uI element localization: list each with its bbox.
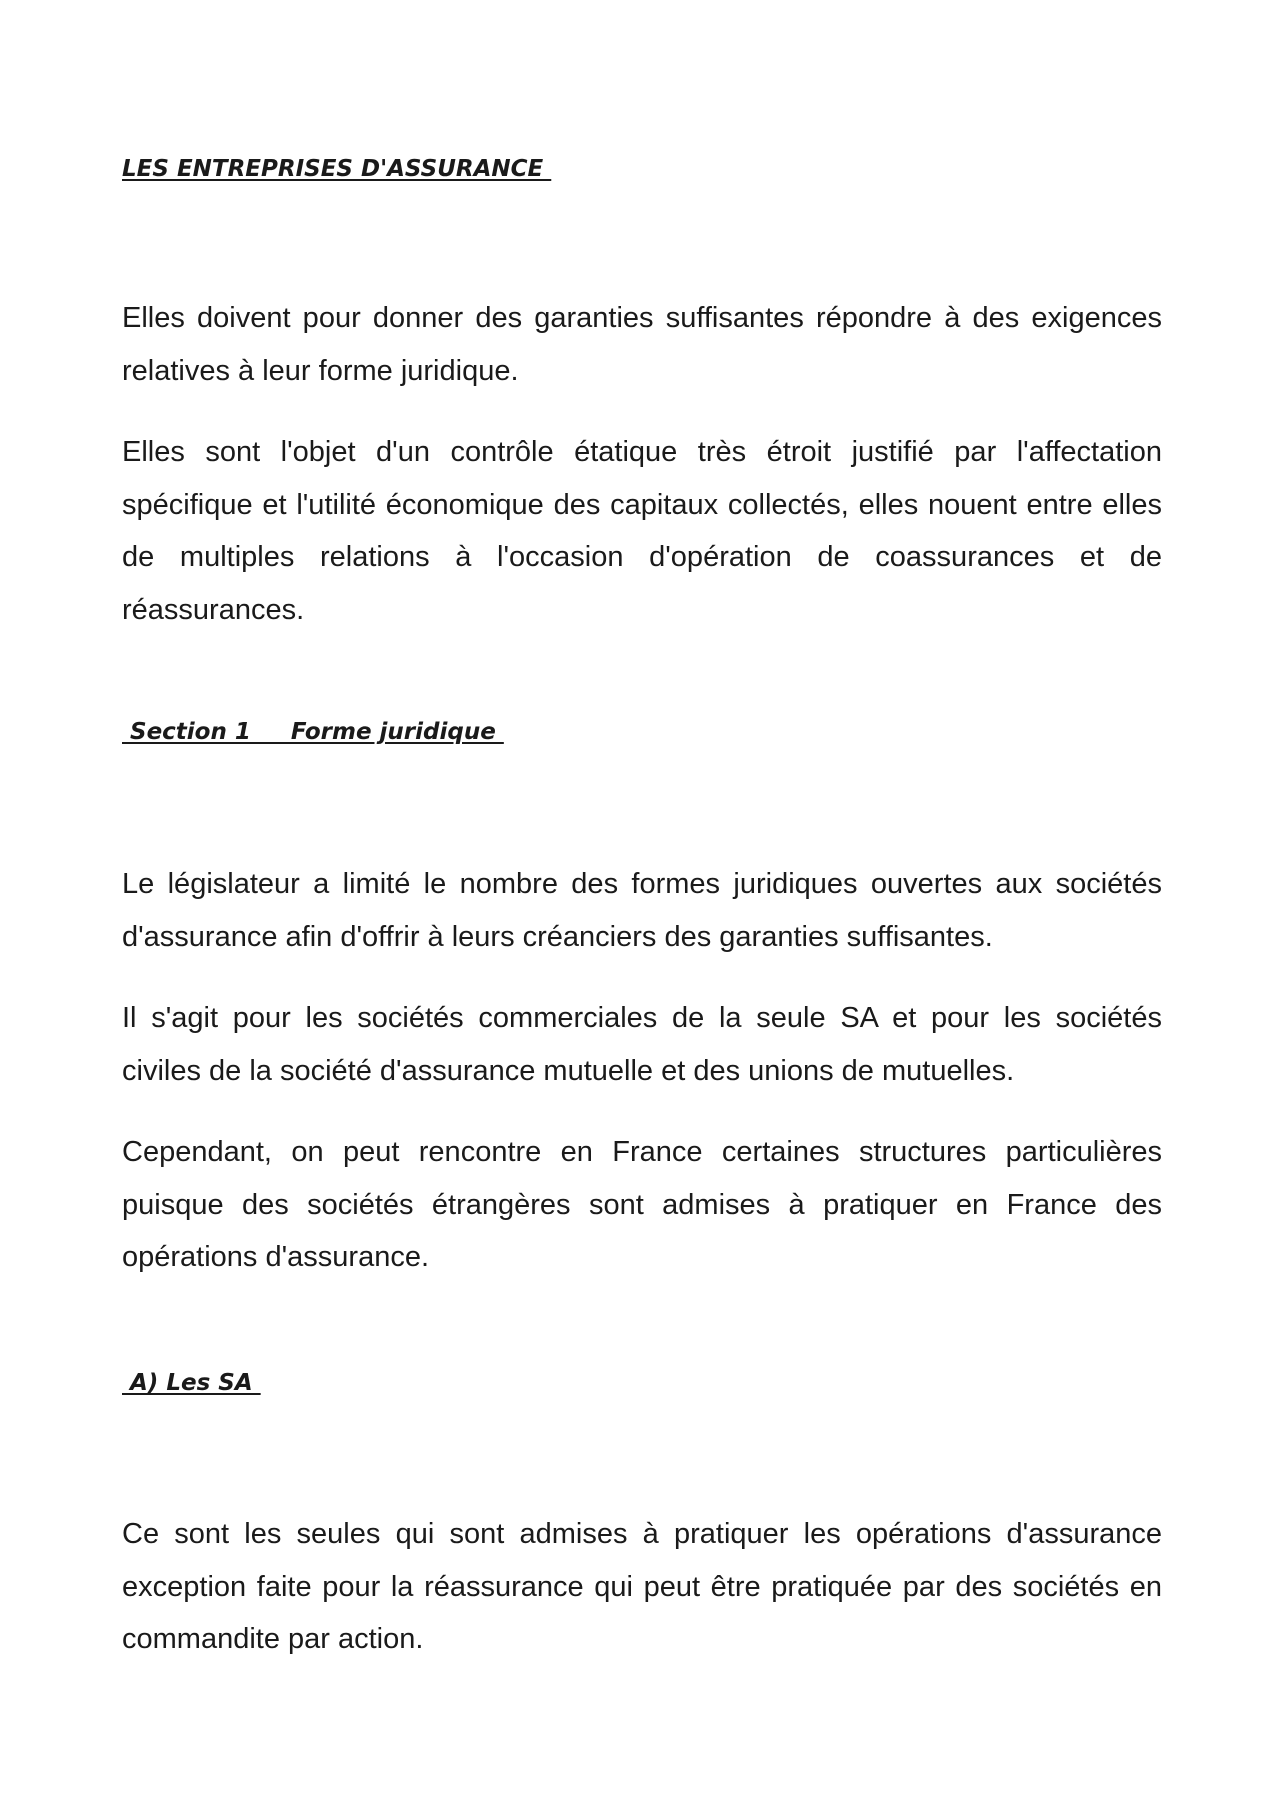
section-1-paragraph-3: Cependant, on peut rencontre en France certaines structures particulières puisque des sociétés étrangères sont admises à pratiquer en France des opérations d'assurance. [122, 1136, 1162, 1273]
subsection-a-paragraph-1: Ce sont les seules qui sont admises à pratiquer les opérations d'assurance exception faite pour la réassurance qui peut être pratiquée par des sociétés en commandite par action. [122, 1518, 1162, 1655]
intro-paragraph-1: Elles doivent pour donner des garanties suffisantes répondre à des exigences relatives à leur forme juridique. [122, 302, 1162, 387]
section-1-paragraph-1: Le législateur a limité le nombre des formes juridiques ouvertes aux sociétés d'assurance afin d'offrir à leurs créanciers des garanties suffisantes. [122, 868, 1162, 953]
subsection-a-heading: A) Les SA [122, 1370, 261, 1396]
document-title: LES ENTREPRISES D'ASSURANCE [122, 156, 552, 182]
intro-paragraph-2: Elles sont l'objet d'un contrôle étatique très étroit justifié par l'affectation spécifique et l'utilité économique des capitaux collectés, elles nouent entre elles de multiples relations à l'occasion d'opération de coassurances et de réassurances. [122, 436, 1162, 626]
section-1-heading: Section 1 Forme juridique [122, 719, 504, 745]
section-1-paragraph-2: Il s'agit pour les sociétés commerciales de la seule SA et pour les sociétés civiles de la société d'assurance mutuelle et des unions de mutuelles. [122, 1002, 1162, 1087]
